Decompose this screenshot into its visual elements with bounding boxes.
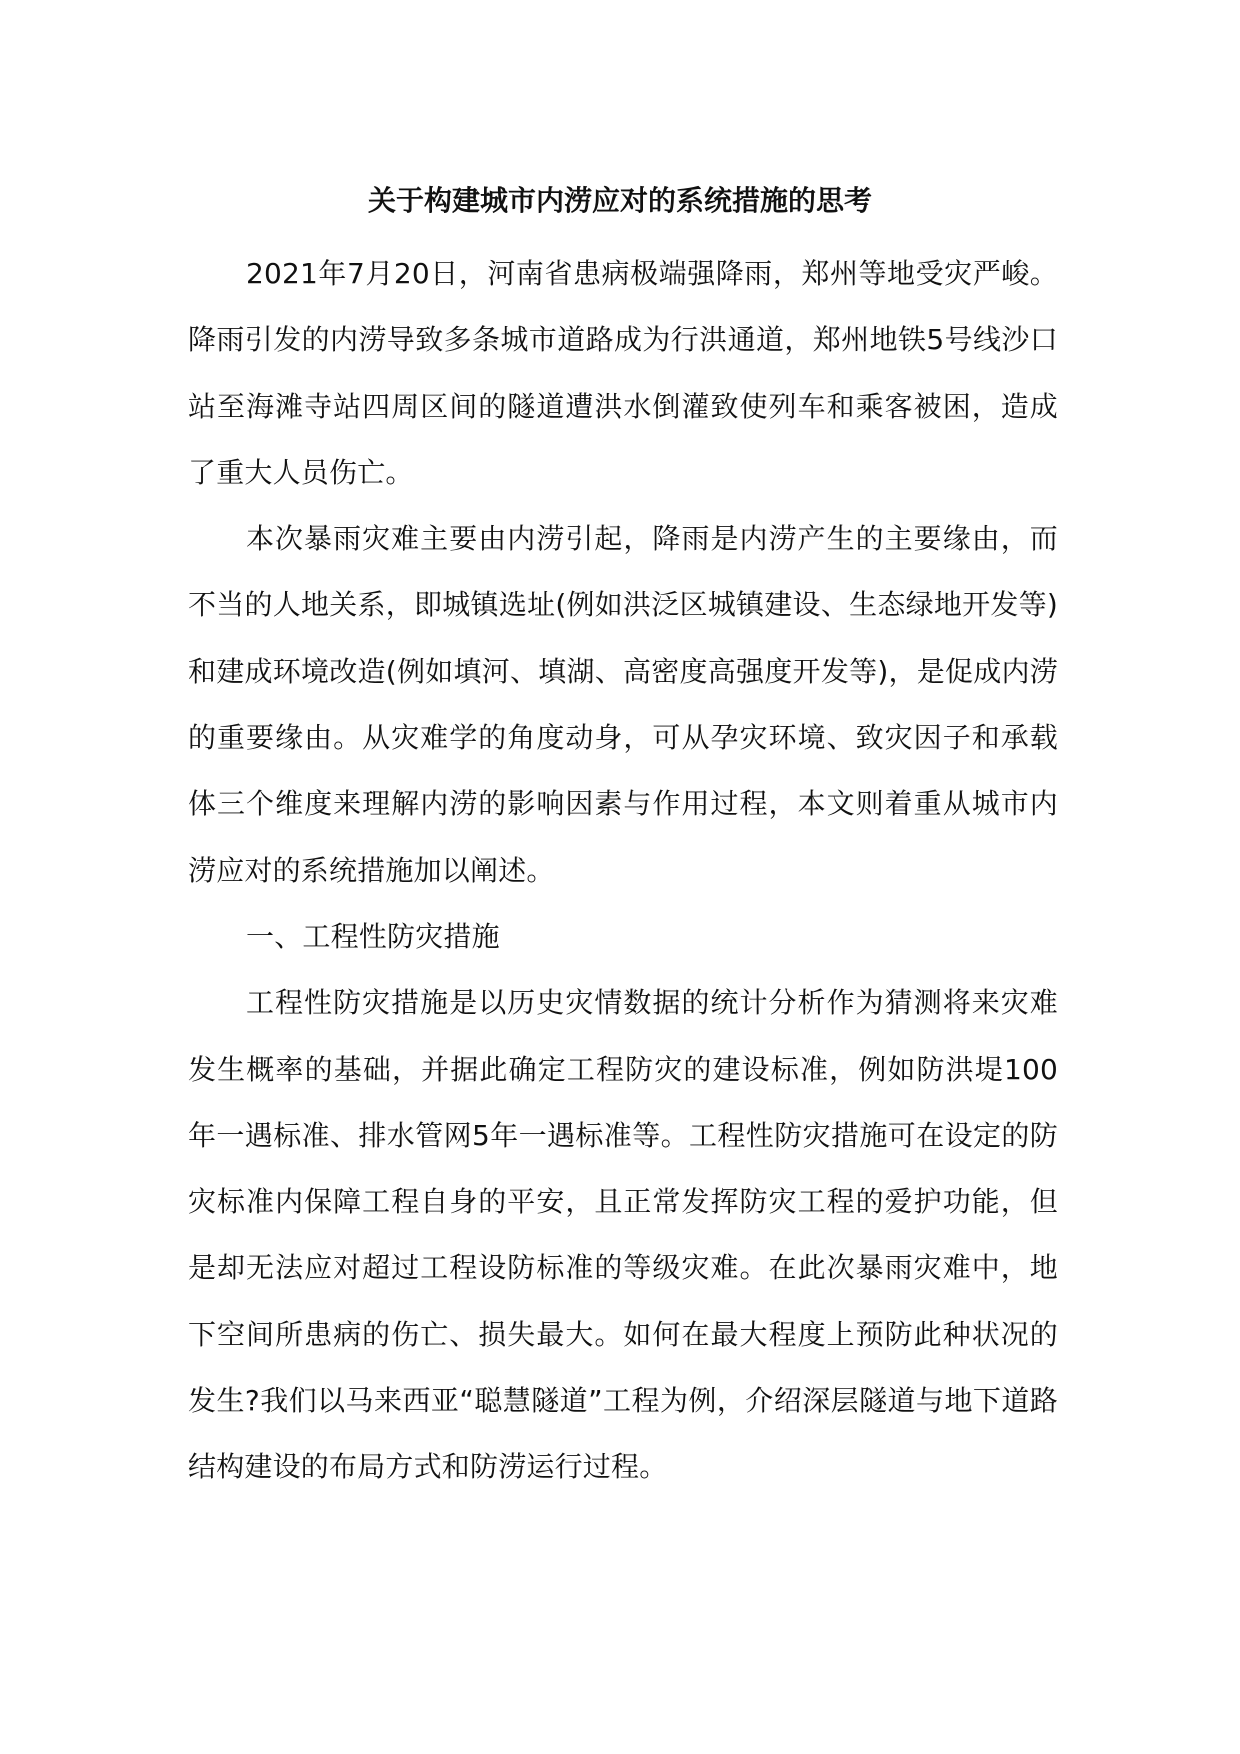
document-title: 关于构建城市内涝应对的系统措施的思考	[367, 184, 872, 217]
paragraph-engineering-measures: 工程性防灾措施是以历史灾情数据的统计分析作为猜测将来灾难发生概率的基础，并据此确定工程防灾的建设标准，例如防洪堤100年一遇标准、排水管网5年一遇标准等。工程性防灾措施可在设定的防灾标准内保障工程自身的平安，且正常发挥防灾工程的爱护功能，但是却无法应对超过工程设防标准的等级灾难。在此次暴雨灾难中，地下空间所患病的伤亡、损失最大。如何在最大程度上预防此种状况的发生?我们以马来西亚“聪慧隧道”工程为例，介绍深层隧道与地下道路结构建设的布局方式和防涝运行过程。	[188, 986, 1058, 1484]
paragraph-incident: 2021年7月20日，河南省患病极端强降雨，郑州等地受灾严峻。降雨引发的内涝导致多条城市道路成为行洪通道，郑州地铁5号线沙口站至海滩寺站四周区间的隧道遭洪水倒灌致使列车和乘客被困，造成了重大人员伤亡。	[188, 257, 1058, 489]
paragraph-causes: 本次暴雨灾难主要由内涝引起，降雨是内涝产生的主要缘由，而不当的人地关系，即城镇选址(例如洪泛区城镇建设、生态绿地开发等)和建成环境改造(例如填河、填湖、高密度高强度开发等)，是促成内涝的重要缘由。从灾难学的角度动身，可从孕灾环境、致灾因子和承载体三个维度来理解内涝的影响因素与作用过程，本文则着重从城市内涝应对的系统措施加以阐述。	[188, 522, 1058, 887]
document-body	[188, 241, 1058, 1501]
section-heading-engineering-measures: 一、工程性防灾措施	[246, 919, 500, 953]
